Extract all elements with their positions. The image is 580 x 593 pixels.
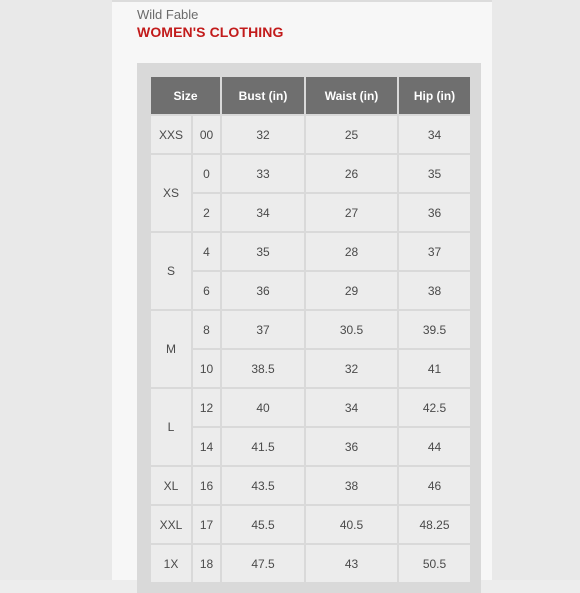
num-cell: 6	[193, 272, 220, 309]
table-row	[151, 506, 470, 543]
hip-cell: 39.5	[399, 311, 470, 348]
waist-cell: 25	[306, 116, 397, 153]
size-label-cell: S	[151, 233, 191, 309]
table-header-row	[151, 77, 470, 114]
size-chart-table	[149, 75, 472, 584]
bust-cell: 40	[222, 389, 304, 426]
table-row	[151, 116, 470, 153]
bust-cell: 37	[222, 311, 304, 348]
hip-cell: 36	[399, 194, 470, 231]
size-label-cell: XS	[151, 155, 191, 231]
header-hip: Hip (in)	[399, 77, 470, 114]
bust-cell: 41.5	[222, 428, 304, 465]
waist-cell: 28	[306, 233, 397, 270]
bust-cell: 43.5	[222, 467, 304, 504]
table-row	[151, 311, 470, 348]
num-cell: 18	[193, 545, 220, 582]
header-waist: Waist (in)	[306, 77, 397, 114]
bust-cell: 32	[222, 116, 304, 153]
hip-cell: 46	[399, 467, 470, 504]
size-chart-body	[151, 116, 470, 582]
hip-cell: 34	[399, 116, 470, 153]
num-cell: 4	[193, 233, 220, 270]
waist-cell: 40.5	[306, 506, 397, 543]
table-row	[151, 389, 470, 426]
waist-cell: 29	[306, 272, 397, 309]
bust-cell: 34	[222, 194, 304, 231]
header-size: Size	[151, 77, 220, 114]
waist-cell: 34	[306, 389, 397, 426]
waist-cell: 43	[306, 545, 397, 582]
hip-cell: 38	[399, 272, 470, 309]
table-row	[151, 545, 470, 582]
num-cell: 17	[193, 506, 220, 543]
waist-cell: 26	[306, 155, 397, 192]
bust-cell: 35	[222, 233, 304, 270]
waist-cell: 32	[306, 350, 397, 387]
table-row	[151, 155, 470, 192]
bust-cell: 33	[222, 155, 304, 192]
bust-cell: 45.5	[222, 506, 304, 543]
num-cell: 14	[193, 428, 220, 465]
left-background	[0, 0, 112, 580]
bust-cell: 36	[222, 272, 304, 309]
page-title: WOMEN'S CLOTHING	[137, 24, 284, 40]
num-cell: 00	[193, 116, 220, 153]
hip-cell: 42.5	[399, 389, 470, 426]
hip-cell: 50.5	[399, 545, 470, 582]
size-label-cell: XXS	[151, 116, 191, 153]
header-bust: Bust (in)	[222, 77, 304, 114]
waist-cell: 38	[306, 467, 397, 504]
hip-cell: 48.25	[399, 506, 470, 543]
bust-cell: 47.5	[222, 545, 304, 582]
table-row	[151, 194, 470, 231]
hip-cell: 37	[399, 233, 470, 270]
hip-cell: 41	[399, 350, 470, 387]
table-row	[151, 350, 470, 387]
num-cell: 0	[193, 155, 220, 192]
num-cell: 16	[193, 467, 220, 504]
hip-cell: 44	[399, 428, 470, 465]
waist-cell: 36	[306, 428, 397, 465]
size-label-cell: M	[151, 311, 191, 387]
num-cell: 12	[193, 389, 220, 426]
num-cell: 8	[193, 311, 220, 348]
size-label-cell: L	[151, 389, 191, 465]
num-cell: 2	[193, 194, 220, 231]
size-chart-container	[137, 63, 481, 593]
size-label-cell: XL	[151, 467, 191, 504]
bust-cell: 38.5	[222, 350, 304, 387]
num-cell: 10	[193, 350, 220, 387]
right-background	[492, 0, 580, 580]
brand-name: Wild Fable	[137, 7, 199, 22]
waist-cell: 27	[306, 194, 397, 231]
table-row	[151, 272, 470, 309]
table-row	[151, 428, 470, 465]
table-row	[151, 467, 470, 504]
page-divider	[112, 0, 492, 2]
table-row	[151, 233, 470, 270]
size-label-cell: 1X	[151, 545, 191, 582]
waist-cell: 30.5	[306, 311, 397, 348]
size-label-cell: XXL	[151, 506, 191, 543]
hip-cell: 35	[399, 155, 470, 192]
